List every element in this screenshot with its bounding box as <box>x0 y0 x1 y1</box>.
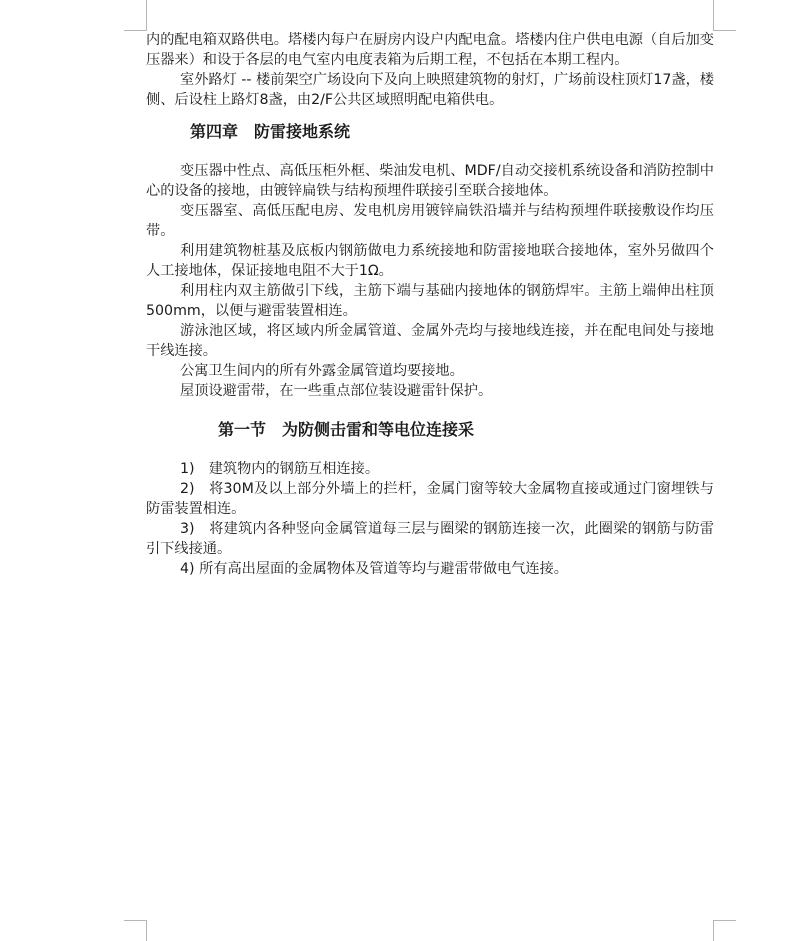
paragraph: 变压器中性点、高低压柜外框、柴油发电机、MDF/自动交接机系统设备和消防控制中心的设备的接地，由镀锌扁铁与结构预埋件联接引至联合接地体。 <box>146 163 714 199</box>
paragraph: 利用建筑物桩基及底板内钢筋做电力系统接地和防雷接地联合接地体，室外另做四个人工接地体，保证接地电阻不大于1Ω。 <box>146 243 714 279</box>
paragraph: 公寓卫生间内的所有外露金属管道均要接地。 <box>180 363 464 379</box>
paragraph: 屋顶设避雷带，在一些重点部位装设避雷针保护。 <box>180 383 493 399</box>
margin-corner-bottom-left <box>124 920 147 941</box>
list-item: 4) 所有高出屋面的金属物体及管道等均与避雷带做电气连接。 <box>180 561 568 577</box>
paragraph: 利用柱内双主筋做引下线，主筋下端与基础内接地体的钢筋焊牢。主筋上端伸出柱顶500mm，以便与避雷装置相连。 <box>146 283 714 319</box>
paragraph: 游泳池区域，将区域内所金属管道、金属外壳均与接地线连接，并在配电间处与接地干线连接。 <box>146 323 714 359</box>
margin-corner-bottom-right <box>713 920 736 941</box>
chapter-heading: 第四章 防雷接地系统 <box>190 122 351 141</box>
list-item: 3) 将建筑内各种竖向金属管道每三层与圈梁的钢筋连接一次，此圈梁的钢筋与防雷引下线接通。 <box>146 521 714 557</box>
margin-corner-top-right <box>713 0 736 31</box>
margin-corner-top-left <box>124 0 147 31</box>
document-body <box>146 30 714 579</box>
paragraph: 室外路灯 -- 楼前架空广场设向下及向上映照建筑物的射灯，广场前设柱顶灯17盏，楼侧、后设柱上路灯8盏，由2/F公共区域照明配电箱供电。 <box>146 72 714 108</box>
list-item: 2) 将30M及以上部分外墙上的拦杆，金属门窗等较大金属物直接或通过门窗埋铁与防雷装置相连。 <box>146 481 714 517</box>
list-item: 1) 建筑物内的钢筋互相连接。 <box>180 461 380 477</box>
paragraph: 变压器室、高低压配电房、发电机房用镀锌扁铁沿墙并与结构预埋件联接敷设作均压带。 <box>146 203 714 239</box>
section-heading: 第一节 为防侧击雷和等电位连接采 <box>218 420 475 439</box>
paragraph: 内的配电箱双路供电。塔楼内每户在厨房内设户内配电盒。塔楼内住户供电电源（自后加变压器来）和设于各层的电气室内电度表箱为后期工程，不包括在本期工程内。 <box>146 32 714 68</box>
